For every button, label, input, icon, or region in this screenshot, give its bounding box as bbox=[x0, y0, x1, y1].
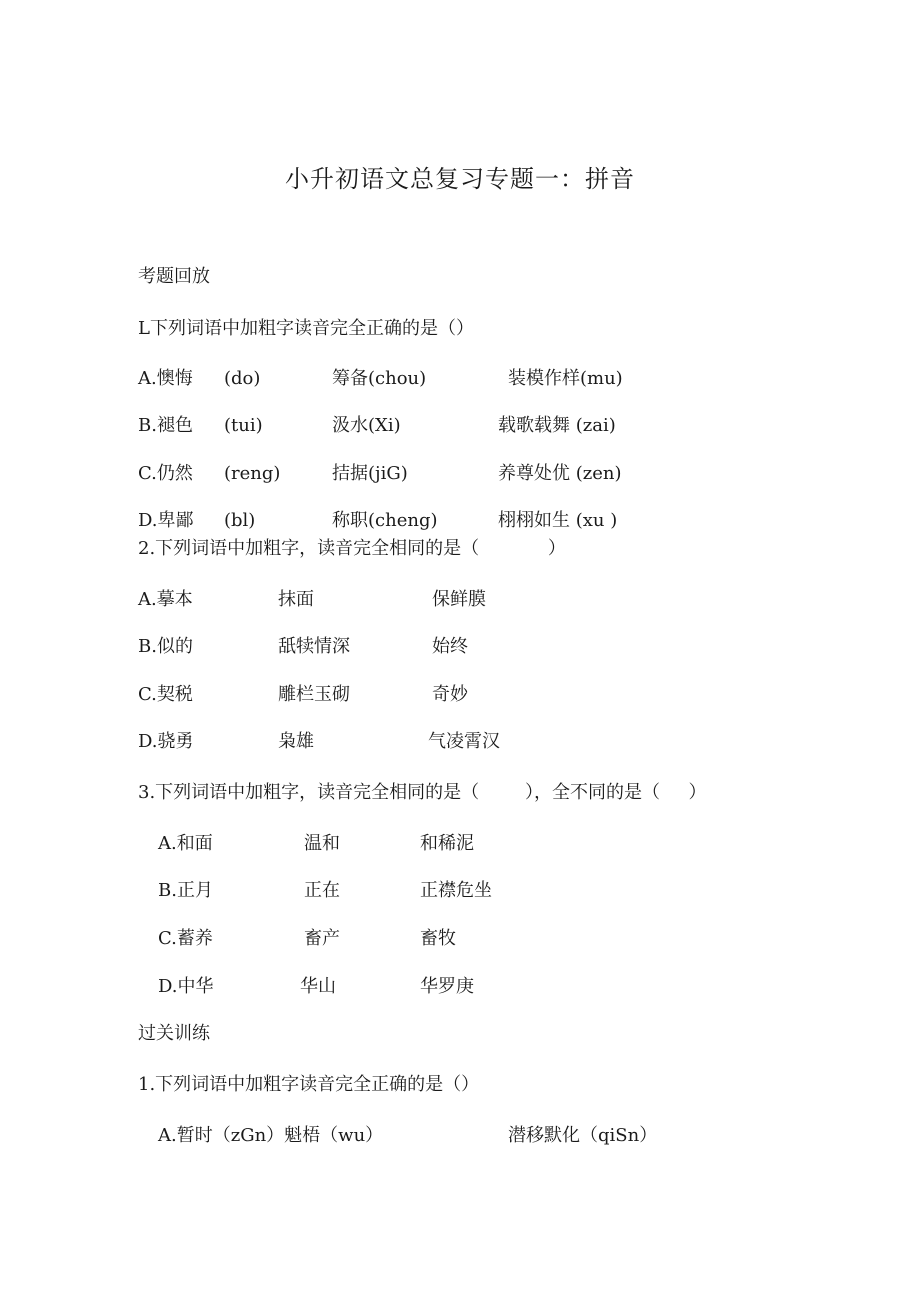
option-word: D.骁勇 bbox=[138, 731, 194, 752]
option-word: D.中华 bbox=[158, 976, 214, 997]
option-word: 畜产 bbox=[304, 928, 340, 949]
option-word: 始终 bbox=[432, 636, 468, 657]
option-word: 正在 bbox=[304, 880, 340, 901]
question-1-option-a bbox=[138, 366, 920, 392]
option-word: D.卑鄙 bbox=[138, 510, 194, 531]
option-word: 舐犊情深 bbox=[278, 636, 350, 657]
option-word: 汲水(Xi) bbox=[332, 415, 401, 436]
option-word: 奇妙 bbox=[432, 684, 468, 705]
option-word: A.和面 bbox=[158, 833, 213, 854]
option-word: 华山 bbox=[300, 976, 336, 997]
question-2-option-d bbox=[138, 729, 920, 755]
question-1-stem: L下列词语中加粗字读音完全正确的是（） bbox=[138, 318, 474, 339]
option-word: 栩栩如生 (xu ) bbox=[498, 510, 618, 531]
option-word: A.懊悔 bbox=[138, 368, 193, 389]
question-1-option-b bbox=[138, 413, 920, 439]
question-3-option-a bbox=[158, 831, 920, 857]
option-word: B.褪色 bbox=[138, 415, 193, 436]
practice-question-1-stem: 1.下列词语中加粗字读音完全正确的是（） bbox=[138, 1074, 480, 1095]
practice-question-1-option-a bbox=[158, 1123, 920, 1149]
question-3-option-d bbox=[158, 974, 920, 1000]
option-word: 温和 bbox=[304, 833, 340, 854]
option-word: B.正月 bbox=[158, 880, 213, 901]
question-2-option-b bbox=[138, 634, 920, 660]
option-word: C.仍然 bbox=[138, 463, 193, 484]
question-3-option-c bbox=[158, 926, 920, 952]
option-word: 装模作样(mu) bbox=[508, 368, 623, 389]
option-word: 正襟危坐 bbox=[420, 880, 492, 901]
section-heading-review: 考题回放 bbox=[138, 266, 210, 287]
option-word: 雕栏玉砌 bbox=[278, 684, 350, 705]
option-word: 拮据(jiG) bbox=[332, 463, 408, 484]
option-word: 称职(cheng) bbox=[332, 510, 438, 531]
option-pinyin: (bl) bbox=[224, 510, 256, 531]
page-title: 小升初语文总复习专题一：拼音 bbox=[285, 165, 635, 193]
question-2-stem: 2.下列词语中加粗字，读音完全相同的是（ ） bbox=[138, 538, 566, 559]
option-word: C.蓄养 bbox=[158, 928, 213, 949]
option-word: 养尊处优 (zen) bbox=[498, 463, 622, 484]
option-word: 筹备(chou) bbox=[332, 368, 427, 389]
option-word: 潜移默化（qiSn） bbox=[508, 1125, 658, 1146]
option-pinyin: (do) bbox=[224, 368, 261, 389]
question-2-option-a bbox=[138, 587, 920, 613]
question-3-stem: 3.下列词语中加粗字，读音完全相同的是（ ），全不同的是（ ） bbox=[138, 782, 707, 803]
question-1-option-d bbox=[138, 508, 920, 534]
option-word: 畜牧 bbox=[420, 928, 456, 949]
option-word: 载歌载舞 (zai) bbox=[498, 415, 616, 436]
option-pinyin: (tui) bbox=[224, 415, 263, 436]
section-heading-practice: 过关训练 bbox=[138, 1023, 210, 1044]
option-word: 华罗庚 bbox=[420, 976, 474, 997]
option-word: A.暂时（zGn）魁梧（wu） bbox=[158, 1125, 384, 1146]
option-pinyin: (reng) bbox=[224, 463, 281, 484]
option-word: 保鲜膜 bbox=[432, 589, 486, 610]
option-word: A.摹本 bbox=[138, 589, 193, 610]
option-word: 枭雄 bbox=[278, 731, 314, 752]
option-word: B.似的 bbox=[138, 636, 193, 657]
option-word: C.契税 bbox=[138, 684, 193, 705]
option-word: 抹面 bbox=[278, 589, 314, 610]
question-3-option-b bbox=[158, 878, 920, 904]
option-word: 和稀泥 bbox=[420, 833, 474, 854]
question-1-option-c bbox=[138, 461, 920, 487]
option-word: 气凌霄汉 bbox=[428, 731, 500, 752]
question-2-option-c bbox=[138, 682, 920, 708]
